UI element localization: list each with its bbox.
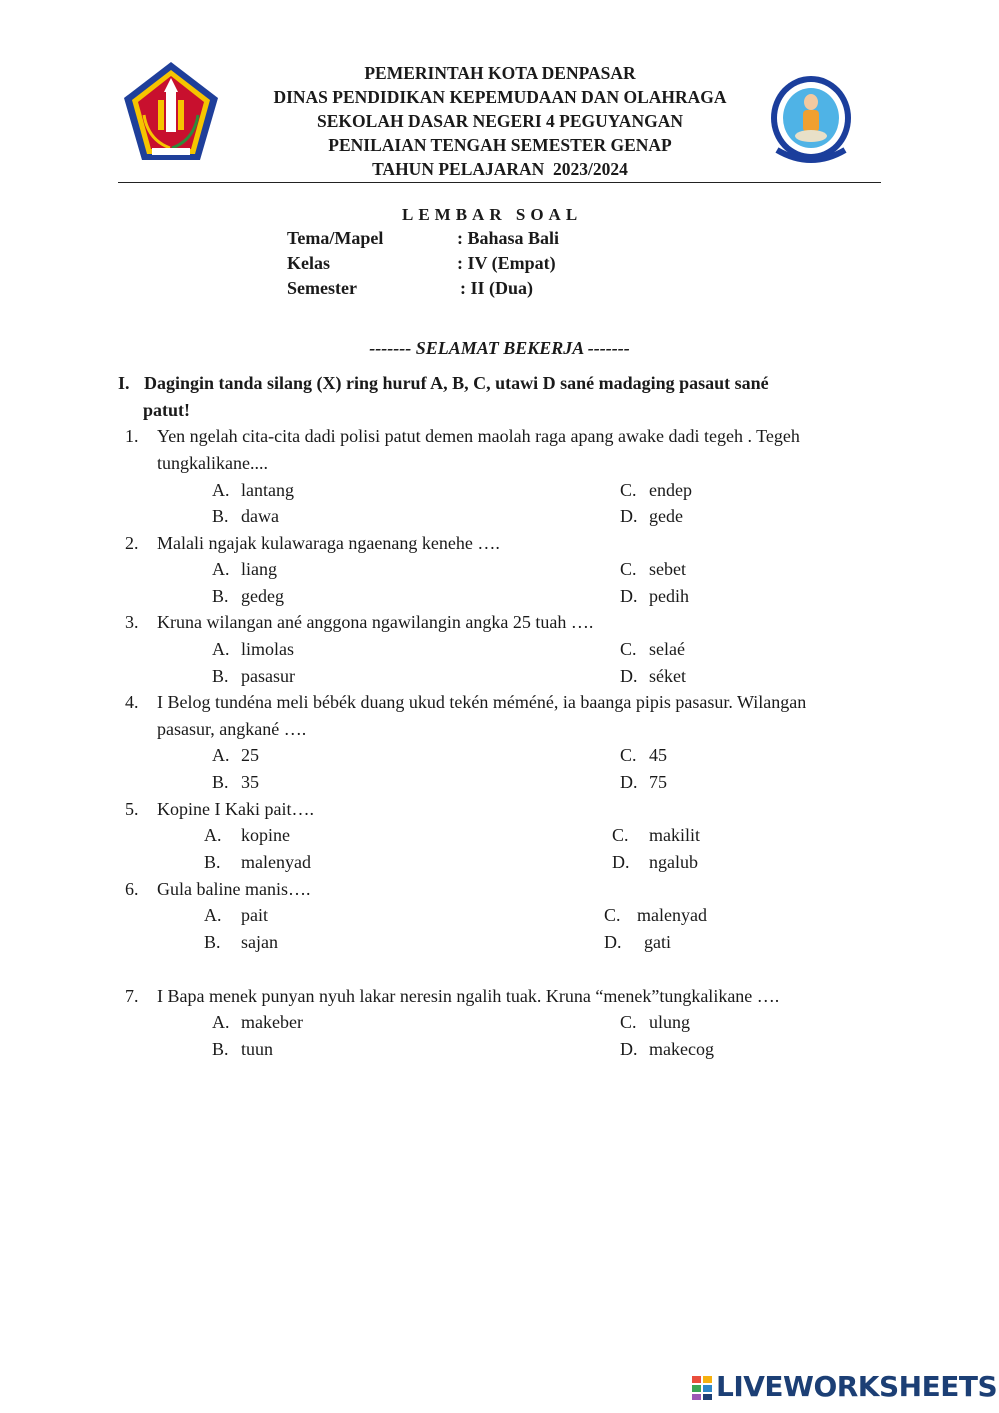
question-3 bbox=[125, 609, 895, 636]
info-value: : II (Dua) bbox=[460, 278, 534, 298]
instruction bbox=[118, 370, 888, 424]
option-b[interactable]: B. dawa bbox=[212, 506, 279, 526]
header-line: DINAS PENDIDIKAN KEPEMUDAAN DAN OLAHRAGA bbox=[273, 87, 727, 107]
option-c[interactable]: C. 45 bbox=[620, 745, 667, 765]
option-c[interactable]: C. sebet bbox=[620, 559, 686, 579]
question-number: 4. bbox=[125, 692, 139, 712]
option-a[interactable]: A. lantang bbox=[212, 480, 294, 500]
header-line: SEKOLAH DASAR NEGERI 4 PEGUYANGAN bbox=[317, 111, 683, 131]
header-line: PEMERINTAH KOTA DENPASAR bbox=[364, 63, 636, 83]
instruction-number: I. bbox=[118, 373, 130, 393]
header-divider bbox=[118, 182, 881, 183]
option-c[interactable]: C. malenyad bbox=[604, 905, 707, 925]
question-text: I Bapa menek punyan nyuh lakar neresin ngalih tuak. Kruna “menek”tungkalikane …. bbox=[157, 986, 780, 1006]
question-1 bbox=[125, 423, 895, 476]
question-number: 7. bbox=[125, 986, 139, 1006]
letterhead bbox=[240, 61, 760, 181]
info-label: Kelas bbox=[287, 253, 330, 273]
question-2 bbox=[125, 530, 895, 557]
question-text-cont: tungkalikane.... bbox=[157, 452, 268, 473]
option-b[interactable]: B. sajan bbox=[204, 932, 278, 952]
option-a[interactable]: A. limolas bbox=[212, 639, 294, 659]
option-d[interactable]: D. pedih bbox=[620, 586, 689, 606]
question-number: 5. bbox=[125, 799, 139, 819]
question-5 bbox=[125, 796, 895, 823]
info-label: Tema/Mapel bbox=[287, 228, 384, 248]
question-text-cont: pasasur, angkané …. bbox=[157, 718, 307, 739]
option-d[interactable]: D. gede bbox=[620, 506, 683, 526]
question-text: Yen ngelah cita-cita dadi polisi patut demen maolah raga apang awake dadi tegeh . Tegeh bbox=[157, 426, 800, 446]
header-line: TAHUN PELAJARAN 2023/2024 bbox=[372, 159, 628, 179]
liveworksheets-watermark[interactable]: LIVEWORKSHEETS bbox=[716, 1370, 998, 1403]
question-text: Malali ngajak kulawaraga ngaenang kenehe …. bbox=[157, 533, 500, 553]
info-label: Semester bbox=[287, 278, 357, 298]
denpasar-city-emblem bbox=[122, 60, 220, 164]
option-d[interactable]: D. 75 bbox=[620, 772, 667, 792]
option-a[interactable]: A. kopine bbox=[204, 825, 290, 845]
option-b[interactable]: B. 35 bbox=[212, 772, 259, 792]
question-number: 2. bbox=[125, 533, 139, 553]
question-text: Gula baline manis…. bbox=[157, 879, 311, 899]
option-c[interactable]: C. ulung bbox=[620, 1012, 691, 1032]
greeting: ------- SELAMAT BEKERJA ------- bbox=[369, 338, 630, 358]
option-b[interactable]: B. gedeg bbox=[212, 586, 284, 606]
info-value: : Bahasa Bali bbox=[457, 228, 560, 248]
question-text: Kruna wilangan ané anggona ngawilangin angka 25 tuah …. bbox=[157, 612, 594, 632]
option-c[interactable]: C. selaé bbox=[620, 639, 685, 659]
liveworksheets-logo-icon bbox=[692, 1376, 712, 1400]
question-number: 6. bbox=[125, 879, 139, 899]
option-c[interactable]: C. endep bbox=[620, 480, 692, 500]
option-a[interactable]: A. liang bbox=[212, 559, 277, 579]
question-text: I Belog tundéna meli bébék duang ukud tekén méméné, ia baanga pipis pasasur. Wilangan bbox=[157, 692, 807, 712]
info-value: : IV (Empat) bbox=[457, 253, 556, 273]
header-line: PENILAIAN TENGAH SEMESTER GENAP bbox=[328, 135, 672, 155]
option-d[interactable]: D. makecog bbox=[620, 1039, 714, 1059]
sheet-title: LEMBAR SOAL bbox=[402, 205, 583, 224]
option-a[interactable]: A. 25 bbox=[212, 745, 259, 765]
option-a[interactable]: A. pait bbox=[204, 905, 268, 925]
option-d[interactable]: D. séket bbox=[620, 666, 686, 686]
option-d[interactable]: D. gati bbox=[604, 932, 671, 952]
instruction-text-cont: patut! bbox=[143, 400, 191, 420]
question-4 bbox=[125, 689, 895, 742]
option-b[interactable]: B. tuun bbox=[212, 1039, 274, 1059]
option-d[interactable]: D. ngalub bbox=[612, 852, 698, 872]
option-c[interactable]: C. makilit bbox=[612, 825, 700, 845]
sd-negeri-4-peguyangan-emblem bbox=[769, 72, 853, 168]
question-6 bbox=[125, 876, 895, 903]
question-number: 3. bbox=[125, 612, 139, 632]
option-b[interactable]: B. pasasur bbox=[212, 666, 295, 686]
option-b[interactable]: B. malenyad bbox=[204, 852, 311, 872]
question-text: Kopine I Kaki pait…. bbox=[157, 799, 314, 819]
question-number: 1. bbox=[125, 426, 139, 446]
instruction-text: Dagingin tanda silang (X) ring huruf A, B, C, utawi D sané madaging pasaut sané bbox=[144, 373, 769, 393]
question-7 bbox=[125, 983, 895, 1010]
option-a[interactable]: A. makeber bbox=[212, 1012, 303, 1032]
